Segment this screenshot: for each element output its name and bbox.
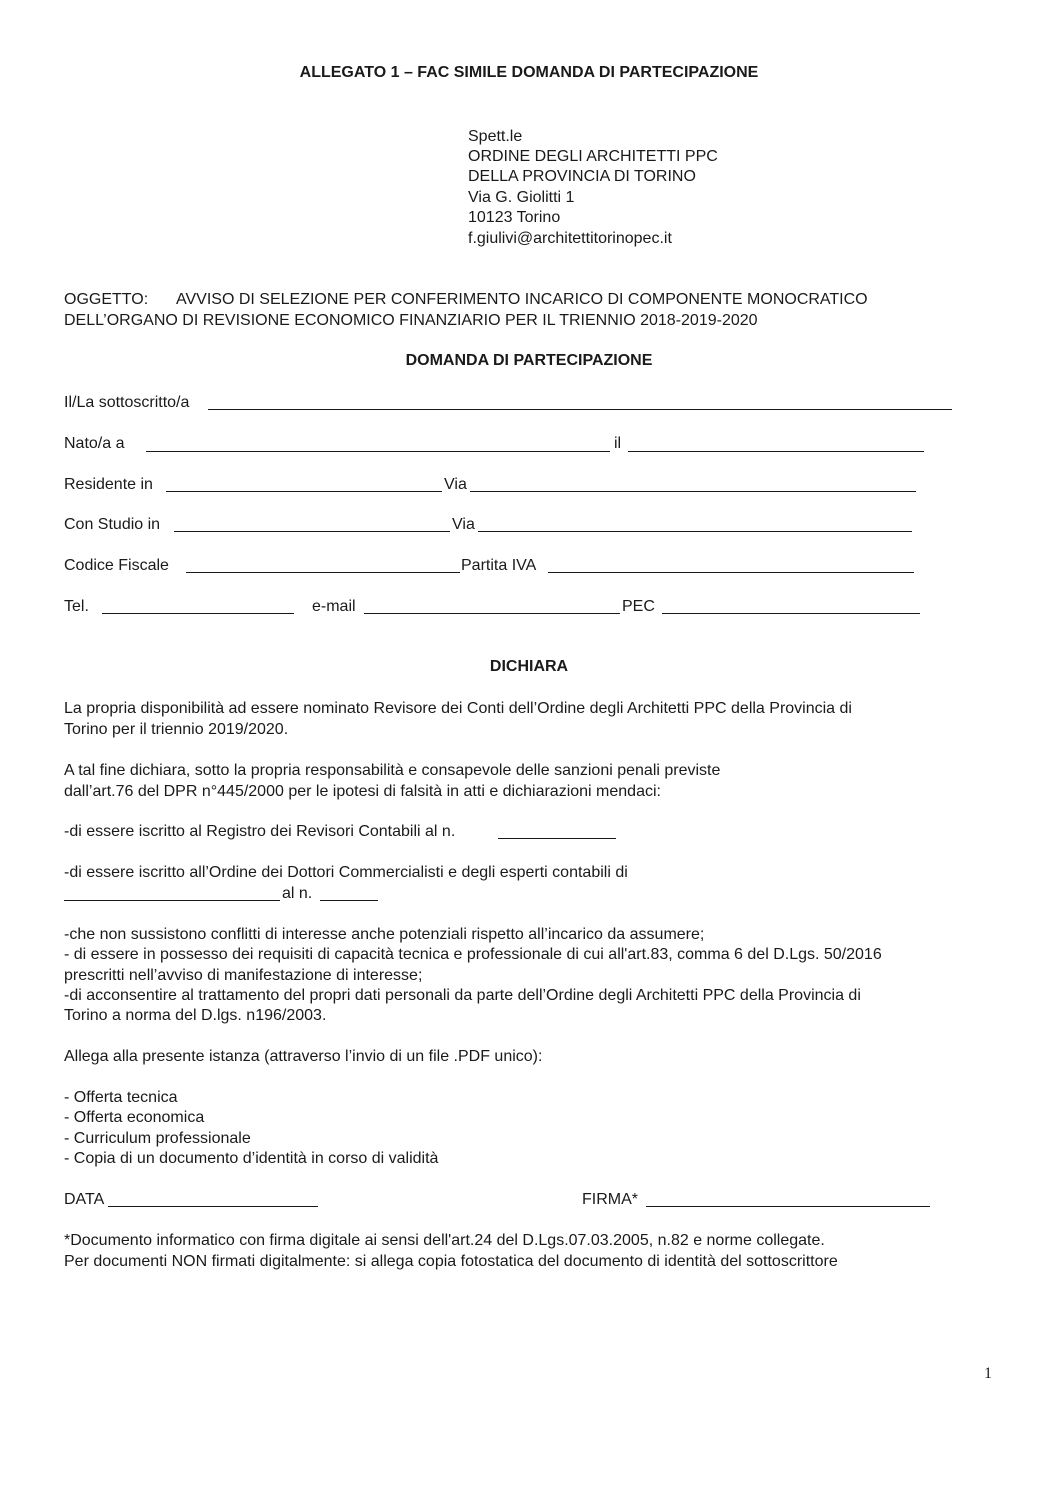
recipient-line: 10123 Torino: [468, 209, 561, 226]
residenza-input-line[interactable]: [166, 491, 442, 492]
field-label-nato: Nato/a a: [64, 435, 125, 452]
field-label-il: il: [614, 435, 622, 452]
field-label-via-residenza: Via: [444, 476, 467, 493]
field-label-tel: Tel.: [64, 598, 89, 615]
studio-input-line[interactable]: [174, 531, 450, 532]
declaration-item: Torino a norma del D.lgs. n196/2003.: [64, 1007, 327, 1024]
recipient-line: Via G. Giolitti 1: [468, 189, 575, 206]
pec-input-line[interactable]: [662, 613, 920, 614]
field-label-via-studio: Via: [452, 516, 475, 533]
declaration-paragraph-2-cont: dall’art.76 del DPR n°445/2000 per le ipotesi di falsità in atti e dichiarazioni mendaci:: [64, 783, 661, 800]
subject-line-1: AVVISO DI SELEZIONE PER CONFERIMENTO INCARICO DI COMPONENTE MONOCRATICO: [176, 291, 868, 308]
attachment-item: - Copia di un documento d’identità in corso di validità: [64, 1150, 439, 1167]
attachment-item: - Offerta tecnica: [64, 1089, 178, 1106]
declaration-item: -di acconsentire al trattamento del propri dati personali da parte dell’Ordine degli Architetti PPC della Provincia di: [64, 987, 861, 1004]
ordine-al-n-label: al n.: [282, 885, 313, 902]
recipient-email[interactable]: f.giulivi@architettitorinopec.it: [468, 230, 672, 247]
field-label-codice-fiscale: Codice Fiscale: [64, 557, 169, 574]
declaration-paragraph-1-cont: Torino per il triennio 2019/2020.: [64, 721, 289, 738]
field-label-studio: Con Studio in: [64, 516, 161, 533]
attachments-intro: Allega alla presente istanza (attraverso l’invio di un file .PDF unico):: [64, 1048, 543, 1065]
declaration-item: prescritti nell’avviso di manifestazione di interesse;: [64, 967, 423, 984]
recipient-line: ORDINE DEGLI ARCHITETTI PPC: [468, 148, 718, 165]
page-number: 1: [984, 1365, 992, 1382]
field-label-residente: Residente in: [64, 476, 153, 493]
field-label-email: e-mail: [312, 598, 356, 615]
date-label: DATA: [64, 1191, 105, 1208]
footnote-line-2: Per documenti NON firmati digitalmente: si allega copia fotostatica del documento di identità del sottoscrittore: [64, 1253, 838, 1270]
declaration-paragraph-2: A tal fine dichiara, sotto la propria responsabilità e consapevole delle sanzioni penali previste: [64, 762, 721, 779]
sottoscritto-input-line[interactable]: [208, 409, 952, 410]
form-title: DOMANDA DI PARTECIPAZIONE: [405, 352, 653, 369]
date-input-line[interactable]: [108, 1206, 318, 1207]
field-label-sottoscritto: Il/La sottoscritto/a: [64, 394, 190, 411]
tel-input-line[interactable]: [102, 613, 294, 614]
registro-number-input-line[interactable]: [498, 838, 616, 839]
field-label-partita-iva: Partita IVA: [461, 557, 537, 574]
signature-label: FIRMA*: [582, 1191, 638, 1208]
declaration-paragraph-1: La propria disponibilità ad essere nominato Revisore dei Conti dell’Ordine degli Architetti PPC della Provincia di: [64, 700, 852, 717]
signature-input-line[interactable]: [646, 1206, 930, 1207]
luogo-nascita-input-line[interactable]: [146, 451, 610, 452]
partita-iva-input-line[interactable]: [548, 572, 914, 573]
declaration-item: -che non sussistono conflitti di interesse anche potenziali rispetto all’incarico da assumere;: [64, 926, 705, 943]
recipient-line: Spett.le: [468, 128, 523, 145]
via-residenza-input-line[interactable]: [470, 491, 916, 492]
data-nascita-input-line[interactable]: [628, 451, 924, 452]
field-label-pec: PEC: [622, 598, 655, 615]
recipient-line: DELLA PROVINCIA DI TORINO: [468, 168, 696, 185]
ordine-commercialisti-text: -di essere iscritto all’Ordine dei Dottori Commercialisti e degli esperti contabili di: [64, 864, 628, 881]
subject-label: OGGETTO:: [64, 291, 149, 308]
attachment-item: - Curriculum professionale: [64, 1130, 251, 1147]
ordine-number-input-line[interactable]: [320, 900, 378, 901]
document-header-title: ALLEGATO 1 – FAC SIMILE DOMANDA DI PARTECIPAZIONE: [299, 64, 759, 81]
declaration-item: - di essere in possesso dei requisiti di capacità tecnica e professionale di cui all'art.83, comma 6 del D.Lgs. 50/2016: [64, 946, 882, 963]
attachment-item: - Offerta economica: [64, 1109, 205, 1126]
registro-revisori-text: -di essere iscritto al Registro dei Revisori Contabili al n.: [64, 823, 456, 840]
footnote-line-1: *Documento informatico con firma digitale ai sensi dell'art.24 del D.Lgs.07.03.2005, n.82 e norme collegate.: [64, 1232, 825, 1249]
declaration-title: DICHIARA: [489, 658, 569, 675]
subject-line-2: DELL’ORGANO DI REVISIONE ECONOMICO FINANZIARIO PER IL TRIENNIO 2018-2019-2020: [64, 312, 758, 329]
ordine-citta-input-line[interactable]: [64, 900, 280, 901]
via-studio-input-line[interactable]: [478, 531, 912, 532]
codice-fiscale-input-line[interactable]: [186, 572, 460, 573]
email-input-line[interactable]: [364, 613, 620, 614]
